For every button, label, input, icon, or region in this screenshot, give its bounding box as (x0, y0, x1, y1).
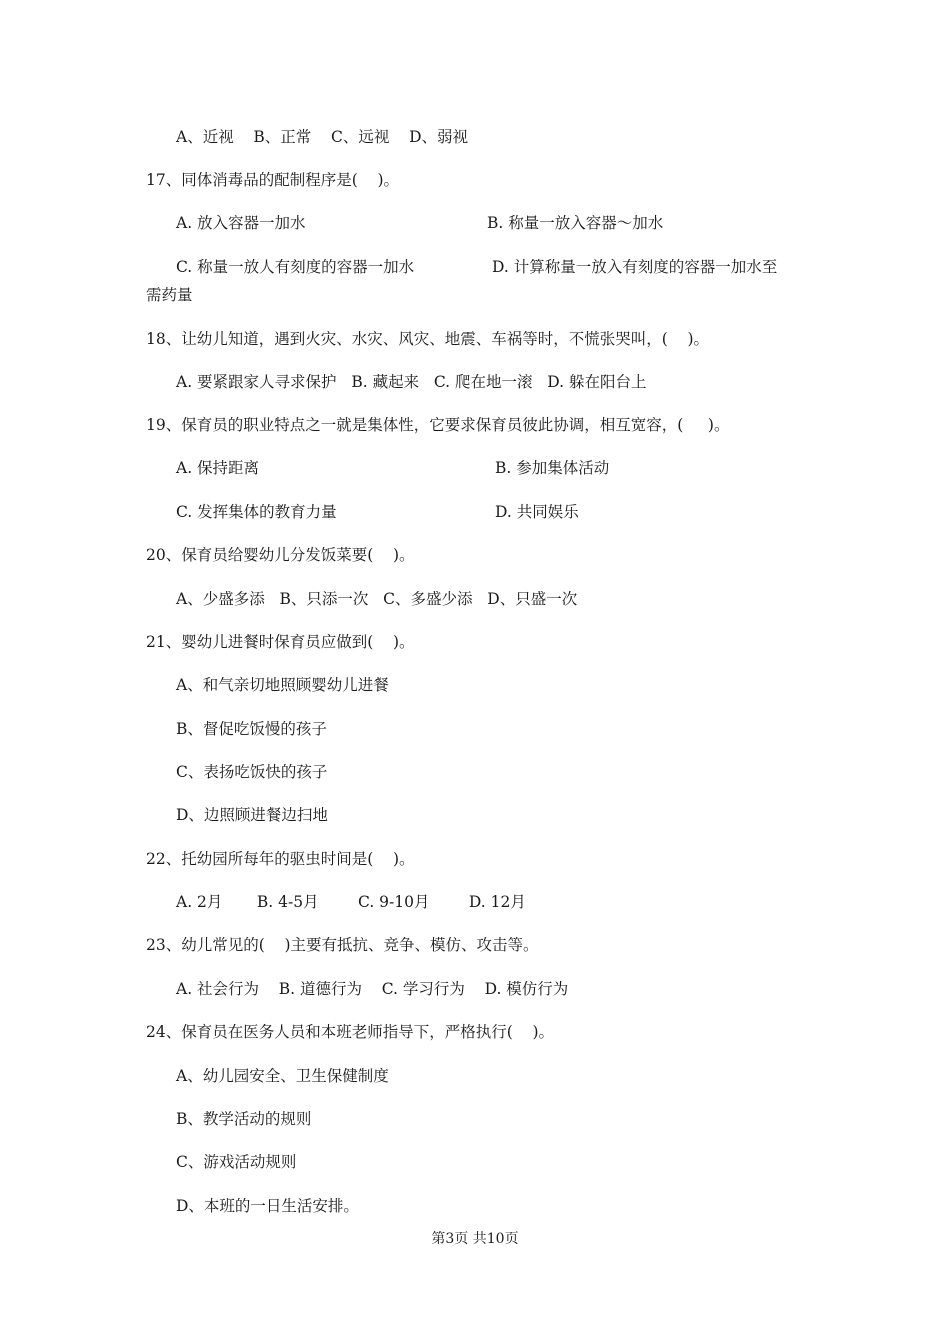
q16-options: A、近视 B、正常 C、远视 D、弱视 (176, 128, 468, 146)
q17-option-d-cont: 需药量 (146, 286, 193, 304)
q21-option-a: A、和气亲切地照顾婴幼儿进餐 (176, 676, 389, 694)
question-24: 24、保育员在医务人员和本班老师指导下，严格执行( )。 (146, 1023, 555, 1041)
q24-option-b: B、教学活动的规则 (176, 1110, 312, 1128)
question-21: 21、婴幼儿进餐时保育员应做到( )。 (146, 633, 415, 651)
question-18: 18、让幼儿知道，遇到火灾、水灾、风灾、地震、车祸等时，不慌张哭叫，( )。 (146, 330, 710, 348)
q17-option-d: D. 计算称量一放入有刻度的容器一加水至 (492, 258, 778, 276)
q21-option-c: C、表扬吃饭快的孩子 (176, 763, 328, 781)
q17-option-b: B. 称量一放入容器～加水 (487, 214, 664, 232)
question-22: 22、托幼园所每年的驱虫时间是( )。 (146, 850, 415, 868)
q19-option-d: D. 共同娱乐 (495, 503, 579, 521)
q22-options: A. 2月 B. 4-5月 C. 9-10月 D. 12月 (176, 893, 526, 911)
q24-option-a: A、幼儿园安全、卫生保健制度 (176, 1067, 389, 1085)
q19-option-b: B. 参加集体活动 (495, 459, 610, 477)
q17-option-a: A. 放入容器一加水 (176, 214, 306, 232)
q21-option-d: D、边照顾进餐边扫地 (176, 806, 328, 824)
question-20: 20、保育员给婴幼儿分发饭菜要( )。 (146, 546, 415, 564)
q24-option-c: C、游戏活动规则 (176, 1153, 297, 1171)
q18-options: A. 要紧跟家人寻求保护 B. 藏起来 C. 爬在地一滚 D. 躲在阳台上 (176, 373, 647, 391)
question-23: 23、幼儿常见的( )主要有抵抗、竞争、模仿、攻击等。 (146, 936, 539, 954)
page-footer: 第3页 共10页 (431, 1231, 519, 1247)
q24-option-d: D、本班的一日生活安排。 (176, 1197, 359, 1215)
q20-options: A、少盛多添 B、只添一次 C、多盛少添 D、只盛一次 (176, 590, 578, 608)
q23-options: A. 社会行为 B. 道德行为 C. 学习行为 D. 模仿行为 (176, 980, 569, 998)
question-19: 19、保育员的职业特点之一就是集体性，它要求保育员彼此协调，相互宽容，( )。 (146, 416, 730, 434)
q21-option-b: B、督促吃饭慢的孩子 (176, 720, 327, 738)
question-17: 17、同体消毒品的配制程序是( )。 (146, 171, 400, 189)
q17-option-c: C. 称量一放人有刻度的容器一加水 (176, 258, 415, 276)
q19-option-c: C. 发挥集体的教育力量 (176, 503, 337, 521)
q19-option-a: A. 保持距离 (176, 459, 260, 477)
